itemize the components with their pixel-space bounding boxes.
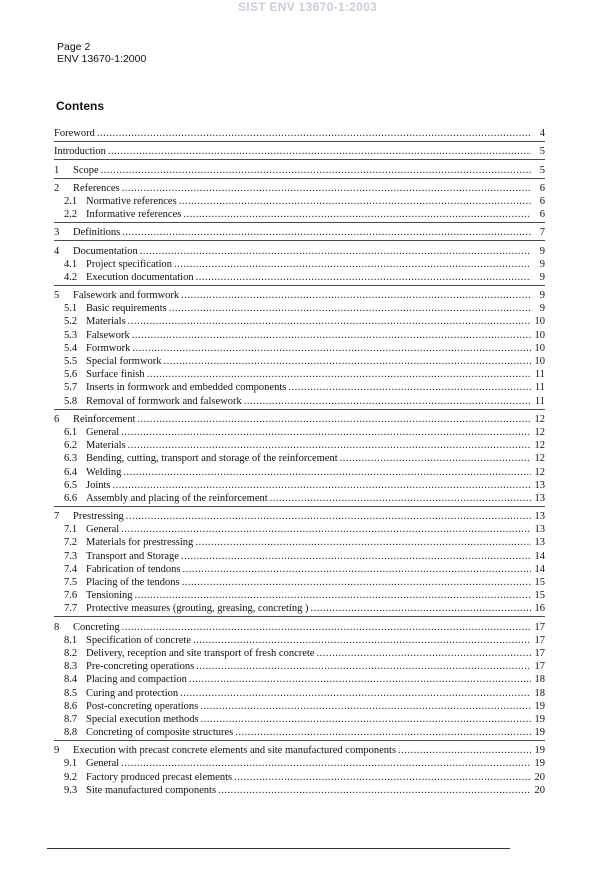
toc-entry-title: Welding: [86, 466, 122, 478]
toc-entry-page: 19: [534, 713, 545, 725]
toc-entry-number: 9: [54, 745, 60, 757]
toc-section-group: [54, 617, 545, 741]
toc-entry-number: 5.2: [64, 316, 78, 328]
dot-leader: [122, 622, 531, 633]
toc-entry-page: 9: [539, 271, 545, 283]
toc-entry-title: Special execution methods: [86, 713, 199, 725]
dot-leader: [182, 577, 531, 588]
toc-entry-title: Falsework and formwork: [73, 290, 180, 302]
toc-entry-page: 19: [534, 745, 545, 757]
dot-leader: [195, 537, 531, 548]
toc-entry-page: 13: [534, 524, 545, 536]
toc-entry-number: 7.1: [64, 524, 78, 536]
toc-entry-number: 5.5: [64, 356, 78, 367]
toc-section-group: [54, 142, 545, 160]
toc-entry-title: Basic requirements: [86, 303, 167, 315]
toc-entry-title: Pre-concreting operations: [86, 661, 195, 673]
toc-entry-title: Inserts in formwork and embedded components: [86, 382, 287, 394]
toc-section-group: [54, 507, 545, 618]
dot-leader: [121, 524, 531, 535]
toc-entry[interactable]: [54, 207, 545, 220]
toc-entry[interactable]: [54, 425, 545, 438]
toc-entry-page: 11: [534, 395, 545, 407]
toc-entry[interactable]: [54, 672, 545, 685]
dot-leader: [121, 427, 531, 438]
toc-entry-page: 17: [534, 661, 545, 673]
dot-leader: [169, 303, 531, 314]
toc-entry-number: 5.1: [64, 303, 78, 315]
toc-entry-number: 6.3: [64, 453, 78, 465]
toc-entry-number: 7.3: [64, 550, 78, 562]
toc-entry-number: 8: [54, 621, 60, 633]
dot-leader: [132, 330, 531, 341]
toc-entry-page: 13: [534, 511, 545, 523]
toc-entry[interactable]: [54, 743, 545, 756]
toc-section-group: [54, 179, 545, 224]
toc-entry[interactable]: [54, 354, 545, 367]
toc-entry-title: Formwork: [86, 342, 131, 354]
toc-entry[interactable]: [54, 562, 545, 575]
watermark: SIST ENV 13670-1:2003: [237, 0, 378, 14]
footer-rule: [47, 848, 510, 849]
toc-entry[interactable]: [54, 270, 545, 283]
toc-entry-title: Curing and protection: [86, 687, 179, 699]
toc-entry-number: 8.3: [64, 661, 78, 673]
dot-leader: [196, 272, 531, 283]
toc-entry-title: Surface finish: [86, 369, 145, 381]
toc-entry-number: 9.3: [64, 784, 78, 796]
toc-entry-number: 4: [54, 245, 60, 257]
toc-entry-number: 5.8: [64, 395, 78, 407]
toc-entry-page: 11: [534, 369, 545, 381]
dot-leader: [235, 727, 531, 738]
toc-entry-page: 6: [539, 209, 545, 221]
dot-leader: [101, 165, 531, 176]
toc-entry-page: 10: [534, 329, 545, 341]
toc-entry-title: Definitions: [73, 227, 121, 239]
toc-entry-title: Foreword: [54, 128, 95, 140]
toc-entry-number: 1: [54, 164, 60, 176]
toc-entry-title: Placing and compaction: [86, 674, 187, 686]
toc-entry[interactable]: [54, 756, 545, 769]
toc-entry-title: Scope: [73, 164, 99, 176]
dot-leader: [181, 290, 531, 301]
toc-entry-title: Informative references: [86, 209, 182, 221]
toc-entry[interactable]: [54, 588, 545, 601]
toc-entry[interactable]: [54, 619, 545, 632]
toc-entry-title: Site manufactured components: [86, 784, 217, 796]
toc-entry-title: Falsework: [86, 329, 130, 341]
toc-entry-title: Special formwork: [86, 356, 162, 367]
toc-entry[interactable]: [54, 314, 545, 327]
toc-entry-title: Transport and Storage: [86, 550, 179, 562]
dot-leader: [183, 209, 531, 220]
toc-entry-title: Protective measures (grouting, greasing, concreting ): [86, 603, 309, 615]
toc-entry-number: 8.2: [64, 647, 78, 659]
table-of-contents: [54, 124, 545, 798]
dot-leader: [340, 453, 531, 464]
toc-entry-title: Normative references: [86, 195, 177, 207]
dot-leader: [181, 551, 531, 562]
toc-entry-number: 9.2: [64, 771, 78, 783]
toc-entry[interactable]: [54, 288, 545, 301]
toc-section-group: [54, 741, 545, 798]
toc-entry-title: General: [86, 758, 120, 770]
dot-leader: [132, 343, 531, 354]
dot-leader: [218, 785, 531, 796]
toc-entry[interactable]: [54, 712, 545, 725]
toc-entry-number: 6.6: [64, 492, 78, 504]
toc-entry-title: Joints: [86, 479, 111, 491]
dot-leader: [126, 511, 531, 522]
toc-entry-page: 13: [534, 479, 545, 491]
toc-entry-title: Concreting of composite structures: [86, 727, 234, 739]
dot-leader: [310, 603, 531, 614]
dot-leader: [128, 440, 531, 451]
toc-entry-number: 2: [54, 182, 60, 194]
dot-leader: [182, 564, 531, 575]
toc-entry[interactable]: [54, 548, 545, 561]
toc-entry[interactable]: [54, 478, 545, 491]
dot-leader: [193, 635, 531, 646]
toc-entry[interactable]: [54, 225, 545, 238]
toc-entry-number: 8.1: [64, 634, 78, 646]
toc-entry-title: Introduction: [54, 146, 106, 158]
dot-leader: [270, 493, 531, 504]
toc-section-group: [54, 124, 545, 142]
toc-entry-page: 9: [539, 245, 545, 257]
dot-leader: [108, 146, 531, 157]
dot-leader: [398, 745, 531, 756]
toc-entry-number: 4.1: [64, 258, 78, 270]
toc-entry-number: 8.4: [64, 674, 78, 686]
toc-entry-number: 9.1: [64, 758, 78, 770]
toc-entry-number: 8.8: [64, 727, 78, 739]
toc-entry-page: 17: [534, 634, 545, 646]
dot-leader: [122, 183, 531, 194]
toc-section-group: [54, 160, 545, 178]
toc-entry-number: 7.4: [64, 563, 78, 575]
toc-entry-page: 12: [534, 413, 545, 425]
dot-leader: [121, 758, 531, 769]
dot-leader: [128, 316, 531, 327]
toc-entry-number: 2.2: [64, 209, 78, 221]
toc-entry-number: 6.5: [64, 479, 78, 491]
toc-section-group: [54, 223, 545, 241]
toc-entry[interactable]: [54, 509, 545, 522]
toc-entry[interactable]: [54, 783, 545, 796]
toc-entry-title: Removal of formwork and falsework: [86, 395, 242, 407]
toc-entry-number: 8.6: [64, 700, 78, 712]
toc-entry[interactable]: [54, 725, 545, 738]
toc-entry-page: 12: [534, 466, 545, 478]
toc-entry[interactable]: [54, 243, 545, 256]
toc-entry-title: Placing of the tendons: [86, 577, 180, 588]
toc-entry-title: Documentation: [73, 245, 138, 257]
page-header: [57, 41, 146, 65]
toc-entry-number: 7.5: [64, 577, 78, 588]
dot-leader: [234, 772, 531, 783]
dot-leader: [316, 648, 531, 659]
toc-entry-page: 6: [539, 195, 545, 207]
dot-leader: [201, 714, 531, 725]
toc-entry-title: Execution documentation: [86, 271, 194, 283]
dot-leader: [164, 356, 531, 367]
toc-entry-number: 5.3: [64, 329, 78, 341]
toc-entry-title: General: [86, 426, 120, 438]
toc-entry-page: 9: [539, 258, 545, 270]
toc-entry[interactable]: [54, 575, 545, 588]
toc-entry-page: 5: [539, 146, 545, 158]
toc-entry[interactable]: [54, 181, 545, 194]
toc-entry-title: Tensioning: [86, 590, 133, 602]
toc-entry-page: 15: [534, 577, 545, 588]
toc-entry-page: 12: [534, 440, 545, 452]
toc-entry-number: 7.7: [64, 603, 78, 615]
toc-entry-number: 5.4: [64, 342, 78, 354]
toc-entry[interactable]: [54, 535, 545, 548]
toc-entry[interactable]: [54, 685, 545, 698]
toc-entry[interactable]: [54, 699, 545, 712]
toc-entry-title: Post-concreting operations: [86, 700, 199, 712]
dot-leader: [189, 674, 531, 685]
toc-entry[interactable]: [54, 257, 545, 270]
toc-entry-number: 7.2: [64, 537, 78, 549]
toc-entry-title: General: [86, 524, 120, 536]
toc-entry-page: 4: [539, 128, 545, 140]
dot-leader: [200, 701, 531, 712]
toc-entry-number: 4.2: [64, 271, 78, 283]
toc-entry[interactable]: [54, 659, 545, 672]
toc-entry-title: Reinforcement: [73, 413, 136, 425]
toc-entry-number: 2.1: [64, 195, 78, 207]
toc-entry-title: Project specification: [86, 258, 173, 270]
toc-entry[interactable]: [54, 327, 545, 340]
toc-section-group: [54, 241, 545, 286]
toc-entry[interactable]: [54, 769, 545, 782]
dot-leader: [196, 661, 531, 672]
toc-entry-number: 8.7: [64, 713, 78, 725]
toc-entry-title: Fabrication of tendons: [86, 563, 181, 575]
toc-entry-number: 5.6: [64, 369, 78, 381]
toc-entry-page: 14: [534, 550, 545, 562]
dot-leader: [174, 259, 531, 270]
toc-entry-page: 10: [534, 356, 545, 367]
toc-entry-title: References: [73, 182, 120, 194]
toc-entry-page: 5: [539, 164, 545, 176]
toc-entry-number: 6.1: [64, 426, 78, 438]
toc-entry-page: 9: [539, 290, 545, 302]
dot-leader: [288, 382, 531, 393]
toc-entry-title: Materials: [86, 440, 126, 452]
toc-entry-number: 3: [54, 227, 60, 239]
toc-entry[interactable]: [54, 126, 545, 139]
toc-entry-page: 10: [534, 316, 545, 328]
toc-entry-page: 9: [539, 303, 545, 315]
toc-section-group: [54, 410, 545, 507]
toc-entry-title: Factory produced precast elements: [86, 771, 233, 783]
toc-entry-page: 17: [534, 621, 545, 633]
toc-entry[interactable]: [54, 144, 545, 157]
toc-entry-page: 14: [534, 563, 545, 575]
toc-entry-number: 6.2: [64, 440, 78, 452]
toc-entry-number: 6.4: [64, 466, 78, 478]
toc-entry-page: 20: [534, 784, 545, 796]
contents-title: Contens: [56, 99, 104, 113]
toc-entry-title: Specification of concrete: [86, 634, 191, 646]
toc-entry[interactable]: [54, 451, 545, 464]
toc-entry-page: 13: [534, 492, 545, 504]
toc-entry[interactable]: [54, 438, 545, 451]
toc-entry[interactable]: [54, 522, 545, 535]
toc-section-group: [54, 286, 545, 410]
toc-entry-title: Bending, cutting, transport and storage of the reinforcement: [86, 453, 338, 465]
toc-entry-number: 7.6: [64, 590, 78, 602]
toc-entry[interactable]: [54, 646, 545, 659]
toc-entry-page: 19: [534, 727, 545, 739]
toc-entry-title: Delivery, reception and site transport of fresh concrete: [86, 647, 315, 659]
toc-entry[interactable]: [54, 341, 545, 354]
toc-entry-page: 18: [534, 687, 545, 699]
toc-entry[interactable]: [54, 633, 545, 646]
page-number-label: Page 2: [57, 41, 91, 53]
toc-entry[interactable]: [54, 301, 545, 314]
toc-entry-page: 20: [534, 771, 545, 783]
toc-entry-page: 10: [534, 342, 545, 354]
toc-entry-number: 6: [54, 413, 60, 425]
dot-leader: [97, 128, 531, 139]
toc-entry-title: Assembly and placing of the reinforcement: [86, 492, 268, 504]
dot-leader: [135, 590, 531, 601]
toc-entry-page: 16: [534, 603, 545, 615]
dot-leader: [179, 196, 531, 207]
dot-leader: [113, 480, 531, 491]
toc-entry[interactable]: [54, 464, 545, 477]
toc-entry[interactable]: [54, 194, 545, 207]
toc-entry[interactable]: [54, 367, 545, 380]
toc-entry-page: 7: [539, 227, 545, 239]
toc-entry-title: Concreting: [73, 621, 120, 633]
toc-entry[interactable]: [54, 491, 545, 504]
toc-entry[interactable]: [54, 393, 545, 406]
toc-entry-page: 11: [534, 382, 545, 394]
toc-entry-number: 8.5: [64, 687, 78, 699]
toc-entry-number: 5: [54, 290, 60, 302]
toc-entry-page: 17: [534, 647, 545, 659]
toc-entry[interactable]: [54, 412, 545, 425]
toc-entry-title: Materials for prestressing: [86, 537, 194, 549]
toc-entry-title: Materials: [86, 316, 126, 328]
dot-leader: [147, 369, 531, 380]
dot-leader: [123, 467, 531, 478]
toc-entry-title: Execution with precast concrete elements and site manufactured components: [73, 745, 397, 757]
toc-entry-page: 12: [534, 453, 545, 465]
dot-leader: [137, 414, 531, 425]
toc-entry-page: 18: [534, 674, 545, 686]
toc-entry-page: 19: [534, 700, 545, 712]
toc-entry-title: Prestressing: [73, 511, 124, 523]
document-id: ENV 13670-1:2000: [57, 53, 147, 65]
toc-entry[interactable]: [54, 601, 545, 614]
toc-entry[interactable]: [54, 162, 545, 175]
toc-entry-page: 15: [534, 590, 545, 602]
toc-entry-number: 7: [54, 511, 60, 523]
toc-entry[interactable]: [54, 380, 545, 393]
toc-entry-page: 6: [539, 182, 545, 194]
toc-entry-page: 19: [534, 758, 545, 770]
dot-leader: [244, 396, 531, 407]
toc-entry-page: 13: [534, 537, 545, 549]
dot-leader: [180, 688, 531, 699]
dot-leader: [140, 246, 531, 257]
toc-entry-page: 12: [534, 426, 545, 438]
dot-leader: [122, 227, 531, 238]
toc-entry-number: 5.7: [64, 382, 78, 394]
